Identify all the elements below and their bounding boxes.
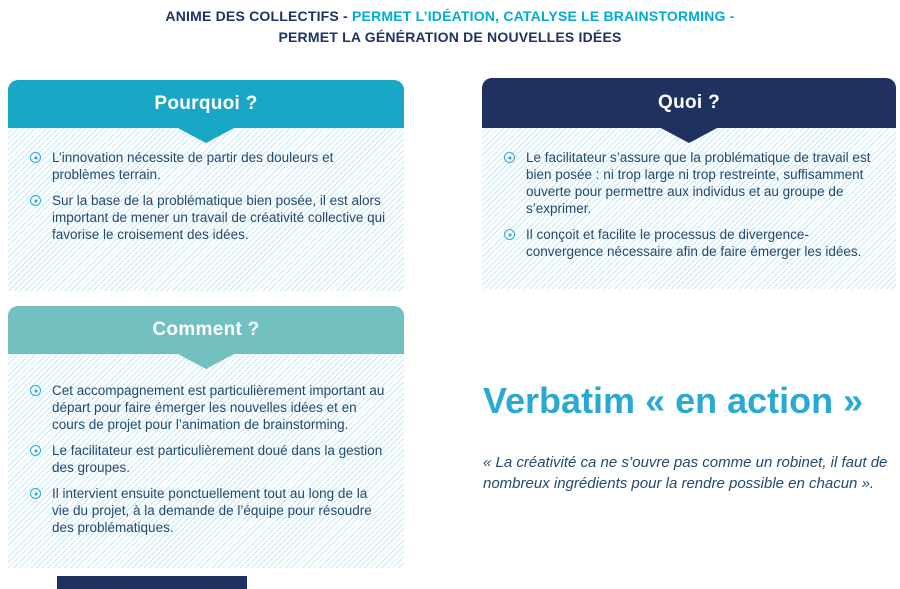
comment-box-header [8, 306, 404, 354]
bullet-text: Le facilitateur est particulièrement doué dans la gestion des groupes. [52, 443, 383, 475]
chevron-down-notch-icon [176, 353, 236, 369]
chevron-down-notch-icon [176, 127, 236, 143]
cutoff-navy-bar [57, 576, 247, 589]
pourquoi-box-header [8, 80, 404, 128]
circled-dot-bullet-icon [504, 229, 515, 240]
list-item [30, 382, 388, 433]
circled-dot-bullet-icon [30, 488, 41, 499]
pourquoi-box-body [8, 128, 404, 291]
circled-dot-bullet-icon [30, 445, 41, 456]
list-item [30, 192, 388, 243]
bullet-text: Cet accompagnement est particulièrement important au départ pour faire émerger les nouvelles idées et en cours de projet pour l’animation de brainstorming. [52, 383, 385, 432]
circled-dot-bullet-icon [30, 385, 41, 396]
quoi-box-title: Quoi ? [658, 92, 720, 113]
list-item [30, 485, 388, 536]
bullet-text: Le facilitateur s’assure que la problématique de travail est bien posée : ni trop large ni trop restreinte, suffisamment ouverte pour permettre aux individus et au groupe de s’exprimer. [526, 150, 871, 216]
pourquoi-box [8, 80, 404, 291]
pourquoi-bullet-list [8, 128, 404, 243]
title-segment-cyan: PERMET L’IDÉATION, CATALYSE LE BRAINSTORMING - [352, 8, 735, 24]
quoi-bullet-list [482, 128, 896, 260]
verbatim-heading: Verbatim « en action » [483, 380, 864, 421]
quoi-box [482, 78, 896, 289]
list-item [504, 149, 880, 217]
title-segment-navy: ANIME DES COLLECTIFS - [165, 8, 353, 24]
comment-box [8, 306, 404, 568]
bullet-text: Sur la base de la problématique bien posée, il est alors important de mener un travail de créativité collective qui favorise le croisement des idées. [52, 193, 386, 242]
quoi-box-body [482, 128, 896, 289]
page-title-line1 [0, 6, 900, 27]
comment-box-body [8, 354, 404, 568]
circled-dot-bullet-icon [30, 152, 41, 163]
list-item [30, 149, 388, 183]
bullet-text: L’innovation nécessite de partir des douleurs et problèmes terrain. [52, 150, 334, 182]
quoi-box-header [482, 78, 896, 128]
list-item [30, 442, 388, 476]
comment-box-title: Comment ? [152, 319, 260, 340]
page-title-line2: PERMET LA GÉNÉRATION DE NOUVELLES IDÉES [278, 29, 622, 45]
pourquoi-box-title: Pourquoi ? [154, 93, 258, 114]
bullet-text: Il intervient ensuite ponctuellement tout au long de la vie du projet, à la demande de l’équipe pour résoudre des problématiques. [52, 486, 372, 535]
page-title [0, 6, 900, 48]
comment-bullet-list [8, 354, 404, 536]
circled-dot-bullet-icon [504, 152, 515, 163]
verbatim-quote: « La créativité ca ne s’ouvre pas comme un robinet, il faut de nombreux ingrédients pour la rendre possible en chacun ». [483, 454, 888, 492]
circled-dot-bullet-icon [30, 195, 41, 206]
list-item [504, 226, 880, 260]
chevron-down-notch-icon [659, 127, 719, 143]
bullet-text: Il conçoit et facilite le processus de divergence-convergence nécessaire afin de faire émerger les idées. [526, 227, 862, 259]
